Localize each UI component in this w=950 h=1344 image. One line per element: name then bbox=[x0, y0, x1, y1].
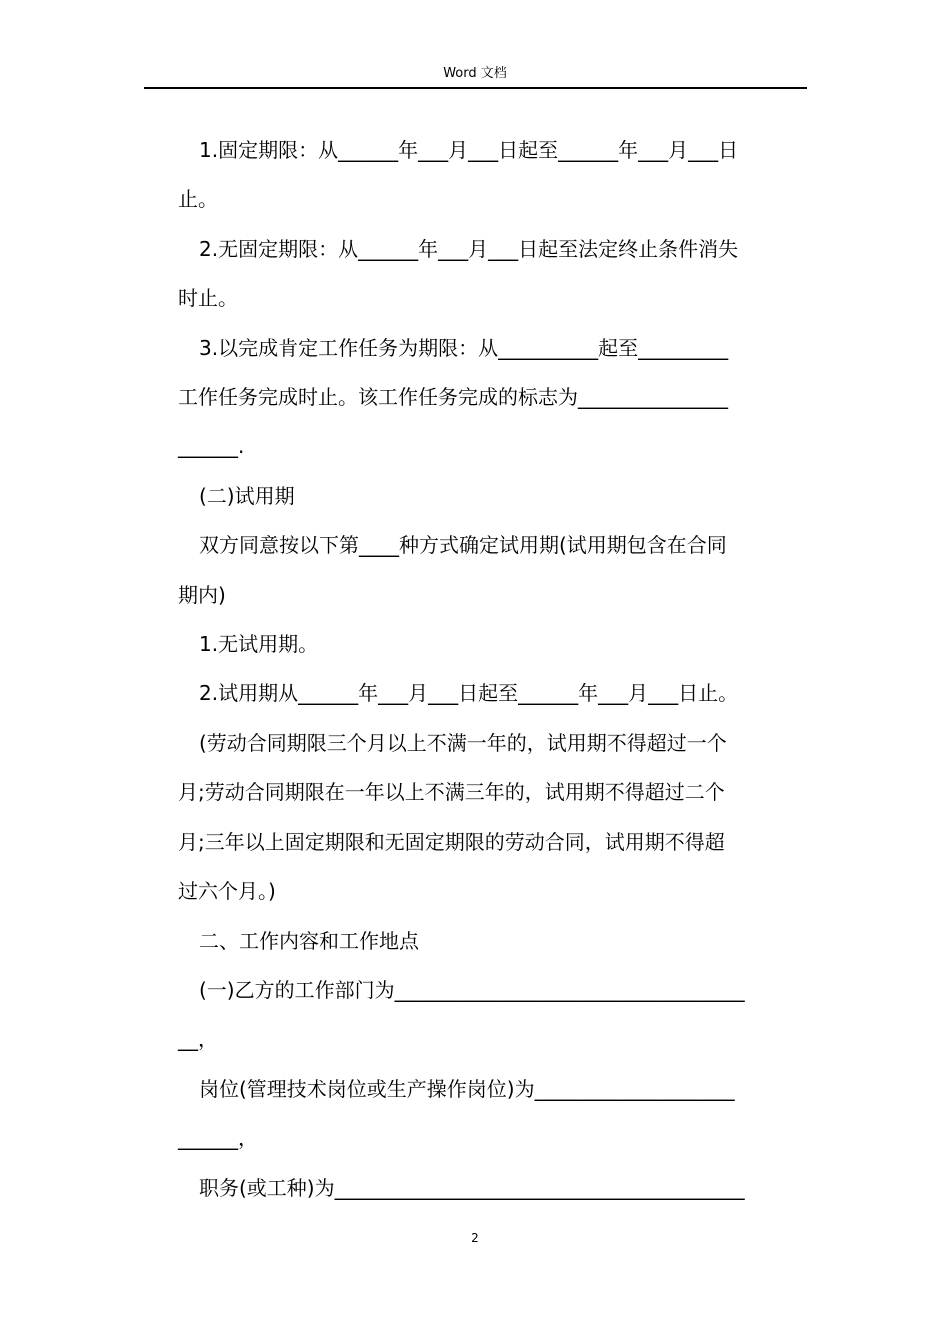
probation-intro-continued: 期内) bbox=[178, 582, 226, 607]
job-title-line: 职务(或工种)为_________________________________________ bbox=[199, 1175, 745, 1200]
open-term-line-continued: 时止。 bbox=[178, 286, 238, 311]
work-department-line-end: __， bbox=[178, 1027, 218, 1052]
header-divider bbox=[144, 87, 807, 89]
probation-heading: (二)试用期 bbox=[199, 483, 295, 508]
probation-dates-option: 2.试用期从______年___月___日起至______年___月___日止。 bbox=[199, 681, 739, 706]
position-line-end: ______， bbox=[178, 1126, 258, 1151]
probation-intro: 双方同意按以下第____种方式确定试用期(试用期包含在合同 bbox=[199, 533, 727, 558]
page-number: 2 bbox=[471, 1231, 479, 1245]
fixed-term-line: 1.固定期限：从______年___月___日起至______年___月___日 bbox=[199, 138, 739, 162]
probation-note: (劳动合同期限三个月以上不满一年的，试用期不得超过一个 bbox=[199, 730, 727, 755]
task-term-line: 3.以完成肯定工作任务为期限：从__________起至_________ bbox=[199, 335, 729, 360]
page-header bbox=[0, 66, 950, 82]
probation-note-line-3: 月;三年以上固定期限和无固定期限的劳动合同，试用期不得超 bbox=[178, 829, 725, 854]
header-title: Word 文档 bbox=[443, 66, 507, 81]
probation-note-line-2: 月;劳动合同期限在一年以上不满三年的，试用期不得超过二个 bbox=[178, 780, 725, 805]
document-body bbox=[178, 126, 803, 1213]
task-term-line-continued: 工作任务完成时止。该工作任务完成的标志为_______________ bbox=[178, 385, 728, 410]
task-term-line-end: ______. bbox=[178, 434, 245, 459]
no-probation-option: 1.无试用期。 bbox=[199, 632, 319, 657]
probation-note-line-4: 过六个月。) bbox=[178, 879, 276, 904]
work-department-line: (一)乙方的工作部门为___________________________________ bbox=[199, 977, 745, 1002]
position-line: 岗位(管理技术岗位或生产操作岗位)为____________________ bbox=[199, 1076, 735, 1101]
open-term-line: 2.无固定期限：从______年___月___日起至法定终止条件消失 bbox=[199, 236, 739, 261]
page-footer bbox=[0, 1231, 950, 1245]
section-two-heading: 二、工作内容和工作地点 bbox=[199, 928, 419, 953]
fixed-term-line-continued: 止。 bbox=[178, 187, 218, 212]
